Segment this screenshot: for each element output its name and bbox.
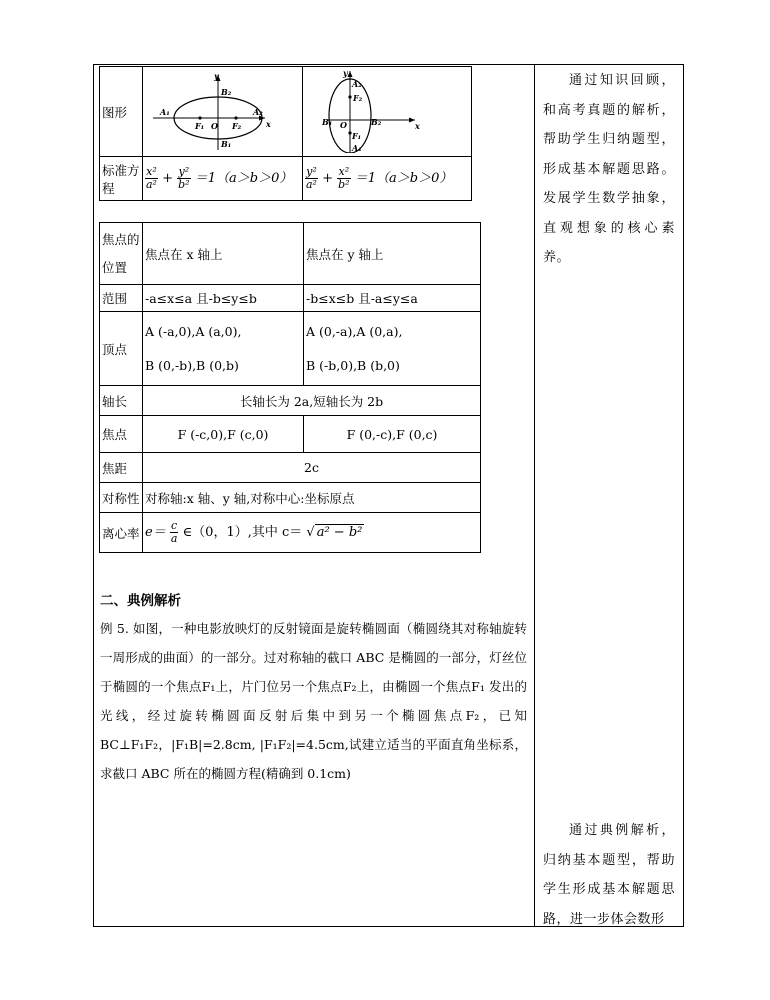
symmetry-label: 对称性 [100,483,143,513]
graph-x-focus [143,67,303,157]
focal-label: 焦距 [100,453,143,483]
g2-B1: B₁ [322,117,333,127]
axis-label: 轴长 [100,386,143,416]
properties-table [99,222,481,553]
section-heading: 二、典例解析 [100,593,181,609]
g1-F1: F₁ [195,121,205,131]
focus-pos-label: 焦点的位置 [100,223,143,285]
g2-O: O [340,120,347,130]
g1-x: x [266,119,271,129]
focus-y-cell: 焦点在 y 轴上 [304,223,481,285]
vertex-y-cell: A (0,-a),A (0,a), B (-b,0),B (b,0) [304,312,481,386]
range-label: 范围 [100,285,143,312]
equation-y: $\frac{\text{y²}}{\text{a²}}$ + $\frac{\text{x²}}{\text{b²}}$ ＝1（a＞b＞0） [303,157,472,201]
g2-B2: B₂ [371,117,382,127]
graph-y-focus [303,67,472,157]
g2-A1: A₁ [352,143,362,153]
g1-B1: B₁ [221,139,232,149]
ellipse-vertical-figure [305,67,455,153]
foci-label: 焦点 [100,416,143,453]
graph-label: 图形 [100,67,143,157]
example-paragraph: 例 5. 如图，一种电影放映灯的反射镜面是旋转椭圆面（椭圆绕其对称轴旋转一周形成的曲面）的一部分。过对称轴的截口 ABC 是椭圆的一部分，灯丝位于椭圆的一个焦点F₁上，片门位另一个焦点F₂上，由椭圆一个焦点F₁ 发出的光线，经过旋转椭圆面反射后集中到另一个椭圆焦点F₂，已知 BC⊥F₁F₂，|F₁B|=2.8cm, |F₁F₂|=4.5cm,试建立适当的平面直角坐标系，求截口 ABC 所在的椭圆方程(精确到 0.1cm) [100,621,527,781]
ellipse-horizontal-figure [145,67,295,153]
note-review: 通过知识回顾，和高考真题的解析，帮助学生归纳题型，形成基本解题思路。发展学生数学抽象，直观想象的核心素养。 [543,73,675,265]
vertex-x-cell: A (-a,0),A (a,0), B (0,-b),B (0,b) [143,312,304,386]
graph-table [99,66,472,201]
eccentricity-label: 离心率 [100,513,143,553]
note-example: 通过典例解析，归纳基本题型，帮助学生形成基本解题思路，进一步体会数形 [543,823,675,927]
axis-value: 长轴长为 2a,短轴长为 2b [143,386,481,416]
symmetry-value: 对称轴:x 轴、y 轴,对称中心:坐标原点 [143,483,481,513]
equation-x: $\frac{\text{x²}}{\text{a²}}$ + $\frac{\text{y²}}{\text{b²}}$ ＝1（a＞b＞0） [143,157,303,201]
column-divider [534,64,535,927]
focal-value: 2c [143,453,481,483]
eccentricity-value: e＝ $\frac{c}{a}$ ∈（0，1）,其中 c＝ √ a² − b² [143,513,481,553]
equation-label: 标准方程 [100,157,143,201]
g2-F1: F₁ [352,131,362,141]
g1-O: O [211,121,218,131]
g1-B2: B₂ [221,87,232,97]
focus-x-cell: 焦点在 x 轴上 [143,223,304,285]
g2-A2: A₂ [352,79,362,89]
g2-y: y [343,68,348,78]
foci-y-cell: F (0,-c),F (0,c) [304,416,481,453]
g1-F2: F₂ [232,121,242,131]
g1-A1: A₁ [160,107,170,117]
g2-x: x [415,121,420,131]
range-y-cell: -b≤x≤b 且-a≤y≤a [304,285,481,312]
g2-F2: F₂ [353,93,363,103]
g1-y: y [214,71,219,81]
range-x-cell: -a≤x≤a 且-b≤y≤b [143,285,304,312]
g1-A2: A₂ [253,107,263,117]
foci-x-cell: F (-c,0),F (c,0) [143,416,304,453]
vertex-label: 顶点 [100,312,143,386]
